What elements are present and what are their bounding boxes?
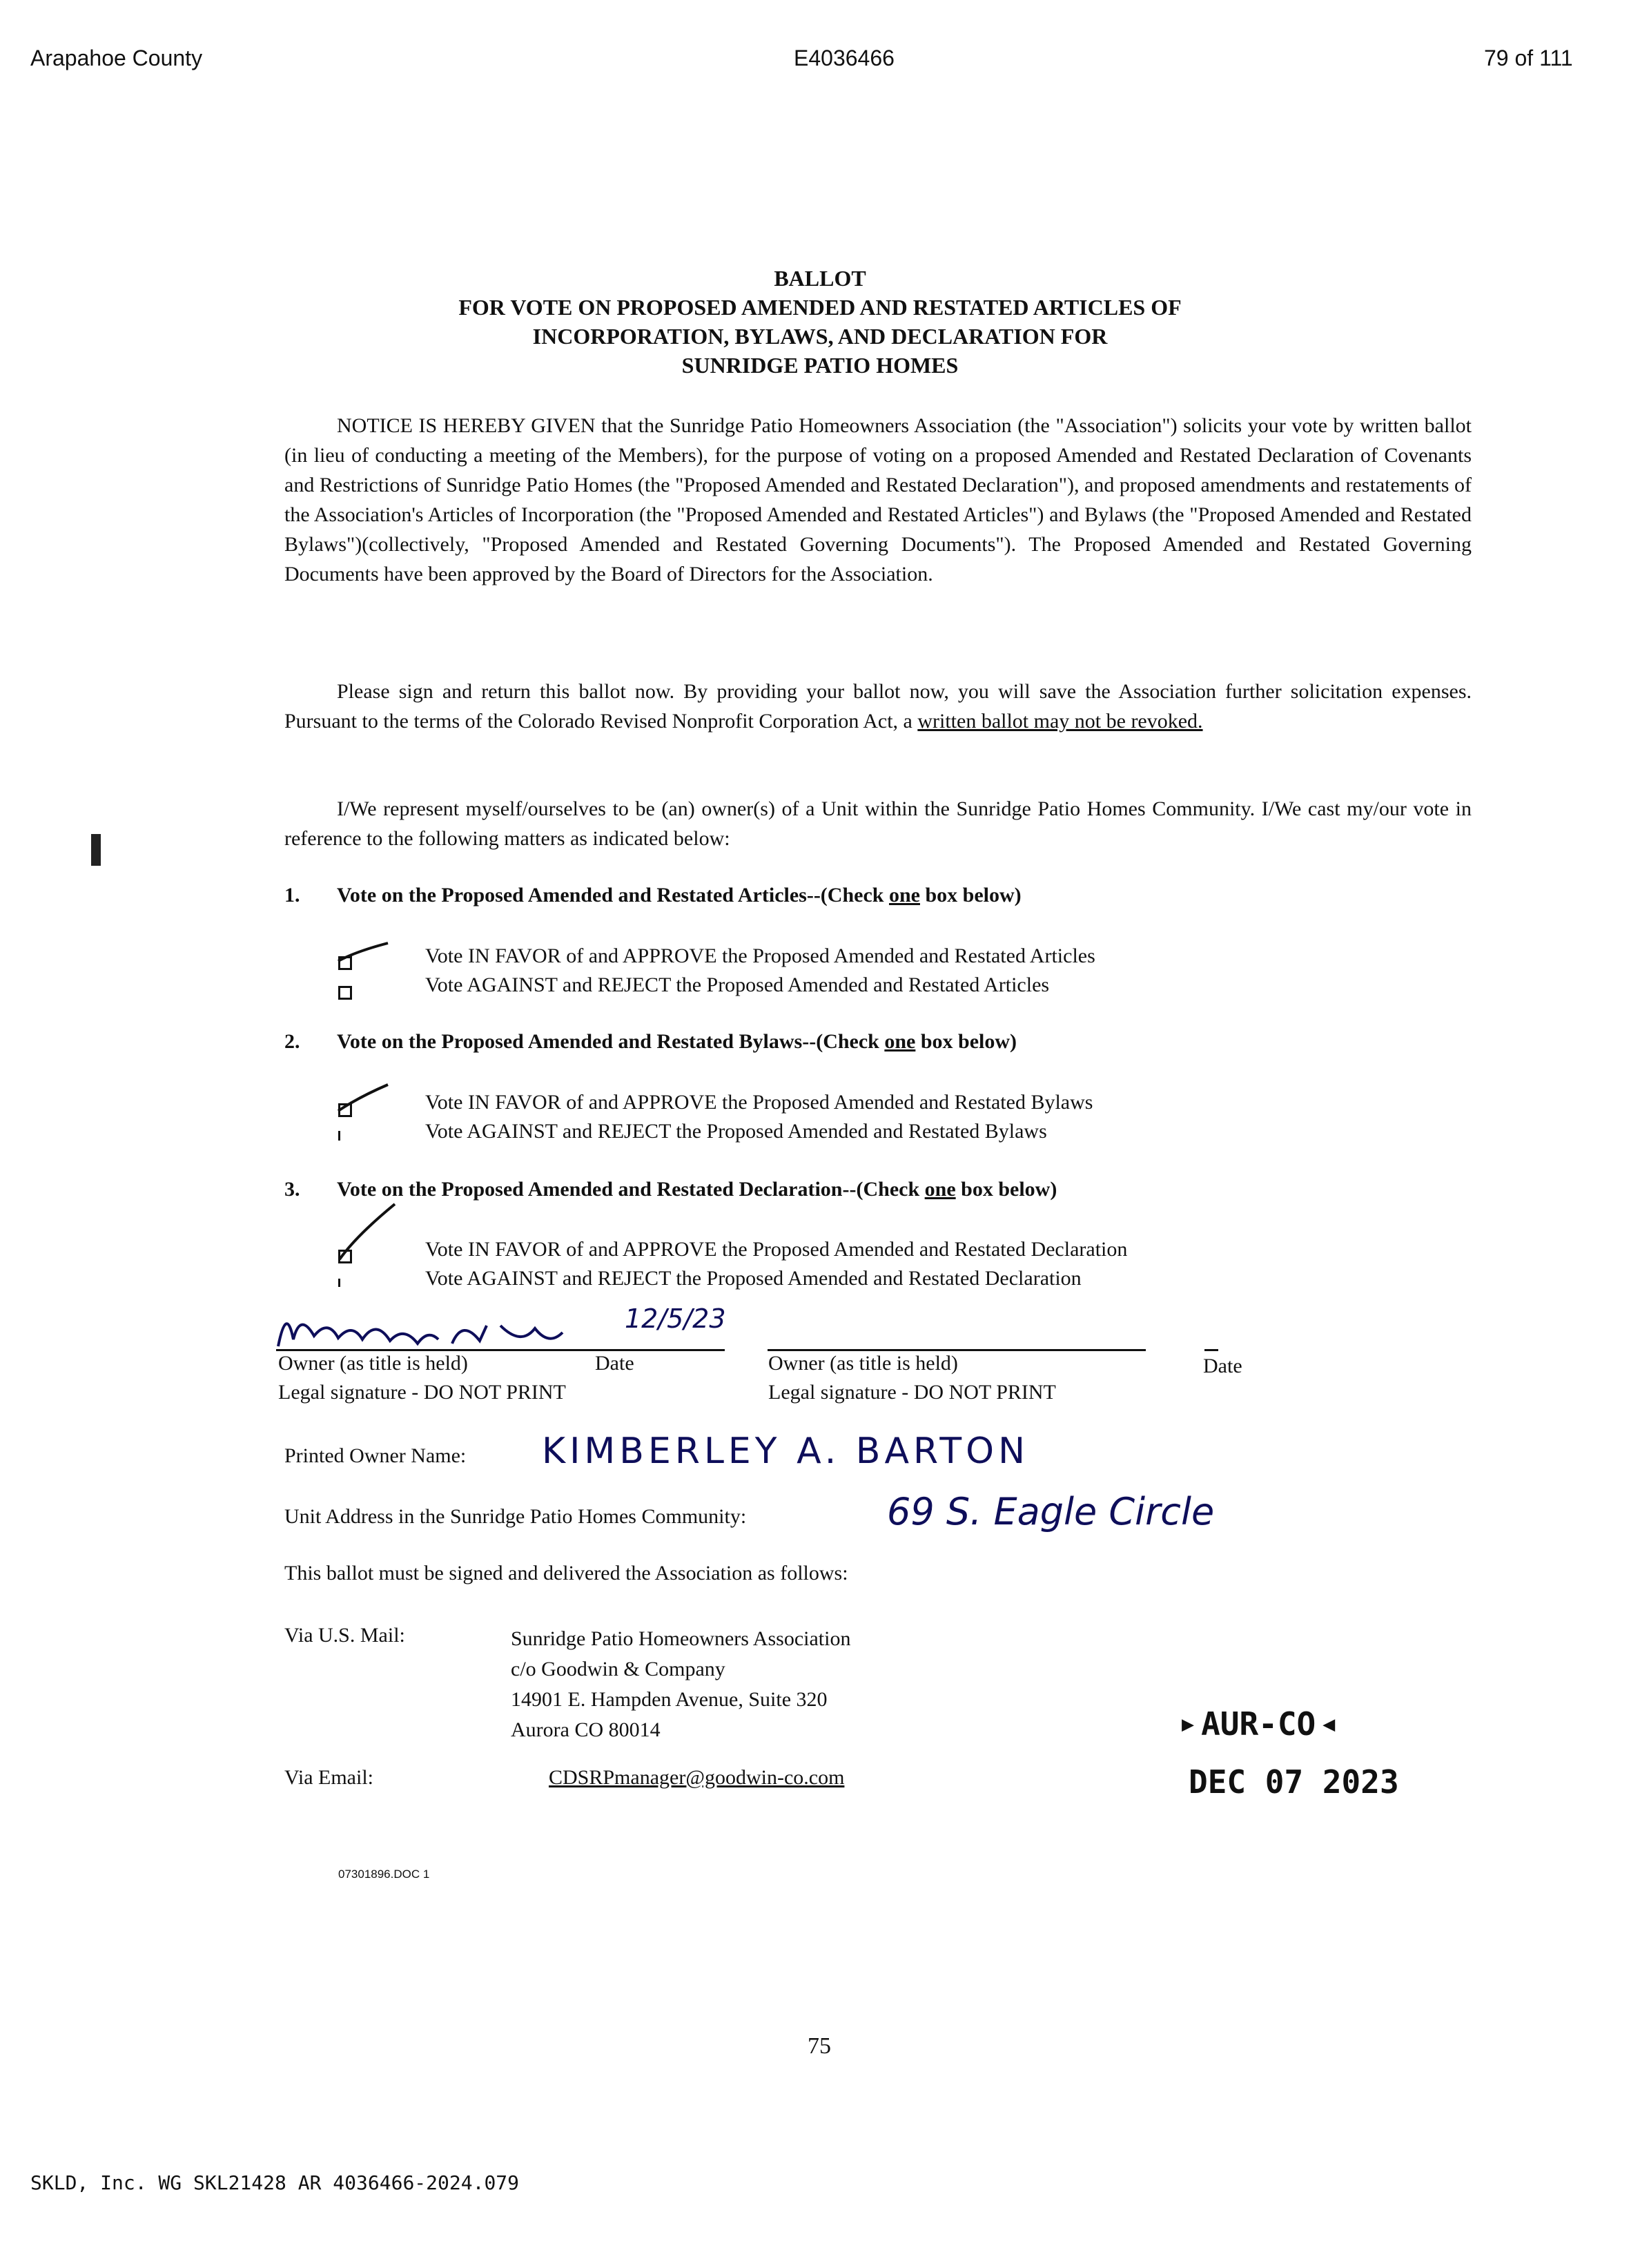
page-count: 79 of 111: [1484, 46, 1573, 70]
county-name: Arapahoe County: [30, 46, 203, 70]
owner-label-1: Owner (as title is held): [278, 1352, 468, 1375]
triangle-right-icon: ▶: [1182, 1712, 1195, 1736]
question-1: 1. Vote on the Proposed Amended and Restated Articles--(Check one box below): [284, 884, 1022, 907]
articles-favor-label: Vote IN FAVOR of and APPROVE the Proposed Amended and Restated Articles: [425, 944, 1095, 967]
declaration-against-label: Vote AGAINST and REJECT the Proposed Amended and Restated Declaration: [425, 1267, 1082, 1290]
unit-address-label: Unit Address in the Sunridge Patio Homes Community:: [284, 1505, 747, 1528]
date-line-2: [1204, 1349, 1218, 1351]
bylaws-against-label: Vote AGAINST and REJECT the Proposed Amended and Restated Bylaws: [425, 1120, 1047, 1143]
represent-paragraph: I/We represent myself/ourselves to be (an) owner(s) of a Unit within the Sunridge Patio Homes Community. I/We cast my/our vote in reference to the following matters as indicated below:: [284, 797, 1472, 850]
legal-label-1: Legal signature - DO NOT PRINT: [278, 1381, 566, 1404]
question-3: 3. Vote on the Proposed Amended and Restated Declaration--(Check one box below): [284, 1178, 1057, 1201]
email-link[interactable]: CDSRPmanager@goodwin-co.com: [549, 1766, 845, 1789]
mail-address: Sunridge Patio Homeowners Association c/o Goodwin & Company 14901 E. Hampden Avenue, Suite 320 Aurora CO 80014: [511, 1627, 851, 1741]
printed-name-value: KIMBERLEY A. BARTON: [542, 1431, 1029, 1472]
bylaws-against-checkbox[interactable]: [338, 1131, 344, 1141]
scan-mark: [91, 834, 101, 866]
unit-address-value: 69 S. Eagle Circle: [887, 1490, 1215, 1533]
declaration-favor-label: Vote IN FAVOR of and APPROVE the Proposed Amended and Restated Declaration: [425, 1238, 1128, 1261]
printed-name-label: Printed Owner Name:: [284, 1444, 467, 1467]
check-mark-icon: [335, 1080, 391, 1115]
revocation-notice: written ballot may not be revoked.: [917, 710, 1203, 733]
triangle-left-icon: ◀: [1322, 1712, 1336, 1736]
legal-label-2: Legal signature - DO NOT PRINT: [768, 1381, 1056, 1404]
ballot-title: BALLOT FOR VOTE ON PROPOSED AMENDED AND RESTATED ARTICLES OF INCORPORATION, BYLAWS, AND DECLARATION FOR SUNRIDGE PATIO HOMES: [458, 266, 1182, 378]
check-mark-icon: [335, 939, 391, 967]
recording-footer: SKLD, Inc. WG SKL21428 AR 4036466-2024.079: [30, 2171, 520, 2194]
delivery-instructions: This ballot must be signed and delivered the Association as follows:: [284, 1562, 848, 1584]
check-mark-icon: [335, 1201, 398, 1263]
bylaws-favor-label: Vote IN FAVOR of and APPROVE the Proposed Amended and Restated Bylaws: [425, 1091, 1093, 1114]
signature-line-1: [276, 1349, 725, 1351]
date-label-1: Date: [595, 1352, 634, 1375]
document-code: 07301896.DOC 1: [338, 1868, 430, 1881]
signature-date: 12/5/23: [625, 1303, 726, 1334]
signature-line-2: [768, 1349, 1146, 1351]
received-stamp: ▶ AUR-CO ◀ DEC 07 2023: [1182, 1705, 1399, 1801]
owner-label-2: Owner (as title is held): [768, 1352, 958, 1375]
date-label-2: Date: [1203, 1355, 1242, 1377]
mail-label: Via U.S. Mail:: [284, 1624, 405, 1647]
please-paragraph: Please sign and return this ballot now. By providing your ballot now, you will save the Association further solicitation expenses. Pursuant to the terms of the Colorado Revised Nonprofit Corporation Act, a written ballot may not be revoked.: [284, 680, 1472, 733]
page-number: 75: [808, 2033, 831, 2059]
articles-against-checkbox[interactable]: [338, 986, 352, 1000]
question-2: 2. Vote on the Proposed Amended and Restated Bylaws--(Check one box below): [284, 1030, 1017, 1053]
notice-paragraph: NOTICE IS HEREBY GIVEN that the Sunridge Patio Homeowners Association (the "Association") solicits your vote by written ballot (in lieu of conducting a meeting of the Members), for the purpose of voting on a proposed Amended and Restated Declaration of Covenants and Restrictions of Sunridge Patio Homes (the "Proposed Amended and Restated Declaration"), and proposed amendments and restatements of the Association's Articles of Incorporation (the "Proposed Amended and Restated Articles") and Bylaws (the "Proposed Amended and Restated Bylaws")(collectively, "Proposed Amended and Restated Governing Documents"). The Proposed Amended and Restated Governing Documents have been approved by the Board of Directors for the Association.: [284, 414, 1472, 585]
document-number: E4036466: [794, 46, 895, 70]
email-label: Via Email:: [284, 1766, 373, 1789]
declaration-against-checkbox[interactable]: [338, 1279, 346, 1287]
articles-against-label: Vote AGAINST and REJECT the Proposed Amended and Restated Articles: [425, 973, 1050, 996]
